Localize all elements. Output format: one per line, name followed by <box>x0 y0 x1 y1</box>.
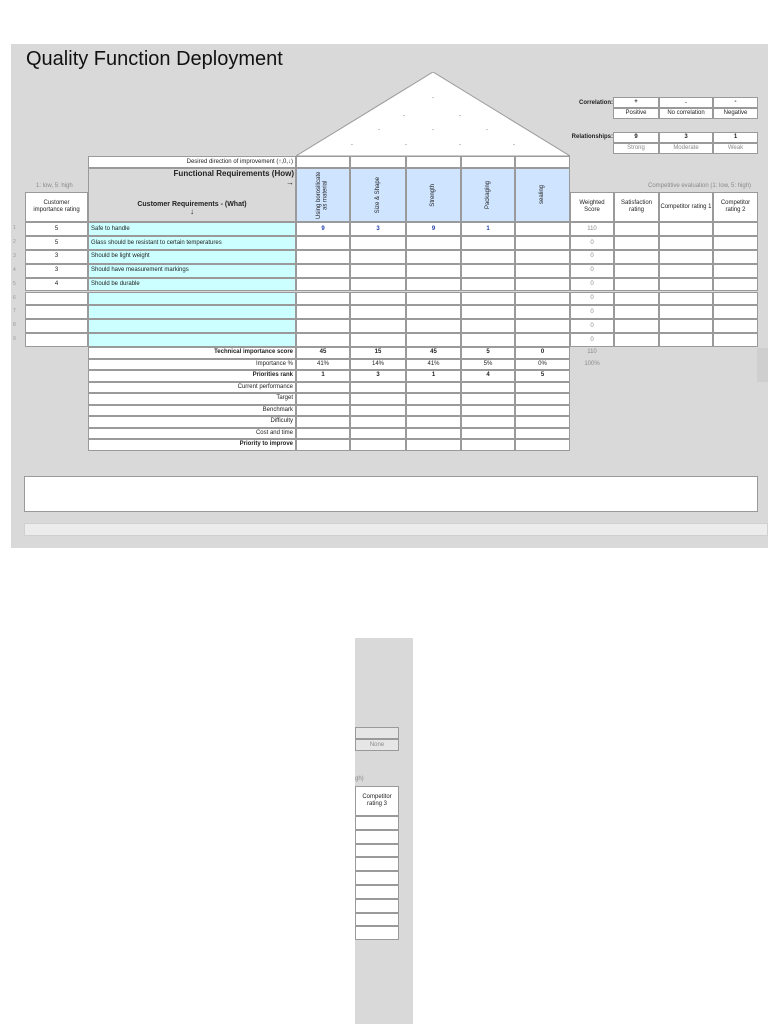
correlation-positive-name: Positive <box>613 108 659 119</box>
relationship-cell[interactable] <box>461 305 515 319</box>
bottom-row-label: Difficulty <box>88 416 296 428</box>
relationship-weak-name: Weak <box>713 143 758 154</box>
how-column-header-5[interactable] <box>515 168 570 222</box>
competitor-rating-2-cell[interactable] <box>713 319 758 333</box>
competitor-rating-1-cell[interactable] <box>659 292 713 306</box>
bottom-row-value[interactable] <box>461 439 515 451</box>
direction-cell-1[interactable] <box>296 156 350 168</box>
bottom-row-value[interactable]: 0% <box>515 359 570 371</box>
bottom-row-value[interactable] <box>515 428 570 440</box>
bottom-row-value[interactable]: 45 <box>406 347 461 359</box>
competitor-rating-3-cell[interactable] <box>355 830 399 844</box>
how-column-header-2[interactable] <box>350 168 406 222</box>
relationship-cell[interactable] <box>515 305 570 319</box>
relationship-cell[interactable] <box>296 264 350 278</box>
relationship-weak-value: 1 <box>713 132 758 143</box>
footer-bar <box>24 523 768 536</box>
customer-requirement-cell[interactable]: Glass should be resistant to certain temperatures <box>88 236 296 250</box>
row-number: 9 <box>13 336 16 343</box>
bottom-row-label: Cost and time <box>88 428 296 440</box>
competitor-rating-3-cell[interactable] <box>355 899 399 913</box>
bottom-row-value[interactable] <box>461 382 515 394</box>
relationship-cell[interactable] <box>350 250 406 264</box>
roof-correlation-dot-7[interactable]: . <box>351 140 353 147</box>
bottom-row-value[interactable] <box>406 405 461 417</box>
satisfaction-rating-cell[interactable] <box>614 319 659 333</box>
weighted-score-cell: 0 <box>570 264 614 278</box>
correlation-none-name: No correlation <box>659 108 713 119</box>
bottom-row-value[interactable] <box>296 405 350 417</box>
relationship-cell[interactable] <box>406 292 461 306</box>
bottom-row-value[interactable]: 4 <box>461 370 515 382</box>
bottom-row-value[interactable]: 41% <box>296 359 350 371</box>
competitor-rating-1-cell[interactable] <box>659 236 713 250</box>
competitor-rating-1-header: Competitor rating 1 <box>659 192 713 222</box>
competitor-rating-3-cell[interactable] <box>355 816 399 830</box>
competitor-rating-2-cell[interactable] <box>713 222 758 236</box>
bottom-row-value[interactable]: 14% <box>350 359 406 371</box>
relationship-strong-value: 9 <box>613 132 659 143</box>
relationship-cell[interactable] <box>296 250 350 264</box>
relationship-cell[interactable] <box>296 333 350 347</box>
how-column-header-1[interactable] <box>296 168 350 222</box>
relationship-moderate-value: 3 <box>659 132 713 143</box>
relationship-cell[interactable] <box>461 236 515 250</box>
weighted-score-cell: 0 <box>570 236 614 250</box>
row-number: 6 <box>13 294 16 301</box>
relationship-cell[interactable] <box>461 278 515 292</box>
bottom-row-value[interactable]: 5% <box>461 359 515 371</box>
bottom-row-value[interactable] <box>461 405 515 417</box>
bottom-row-value[interactable]: 3 <box>350 370 406 382</box>
direction-cell-2[interactable] <box>350 156 406 168</box>
relationship-cell[interactable] <box>406 305 461 319</box>
bottom-row-value[interactable] <box>350 416 406 428</box>
importance-rating-cell[interactable]: 5 <box>25 236 88 250</box>
relationship-moderate-name: Moderate <box>659 143 713 154</box>
bottom-row-extra: 110 <box>587 349 597 356</box>
row-number: 8 <box>13 322 16 329</box>
customer-requirement-cell[interactable] <box>88 292 296 306</box>
bottom-row-value[interactable] <box>461 393 515 405</box>
competitor-rating-2-cell[interactable] <box>713 292 758 306</box>
correlation-negative-name: Negative <box>713 108 758 119</box>
relationship-cell[interactable] <box>515 292 570 306</box>
competitor-rating-1-cell[interactable] <box>659 319 713 333</box>
roof-correlation-dot-3[interactable]: . <box>459 111 461 118</box>
bottom-row-value[interactable] <box>515 416 570 428</box>
roof-correlation-dot-5[interactable]: . <box>432 125 434 132</box>
customer-requirement-cell[interactable]: Safe to handle <box>88 222 296 236</box>
bottom-row-label: Priority to improve <box>88 439 296 451</box>
row-number: 2 <box>13 238 16 245</box>
satisfaction-rating-cell[interactable] <box>614 264 659 278</box>
relationship-cell[interactable] <box>461 319 515 333</box>
relationship-cell[interactable] <box>515 250 570 264</box>
relationship-cell[interactable] <box>406 250 461 264</box>
relationship-cell[interactable] <box>461 292 515 306</box>
roof-correlation-dot-9[interactable]: . <box>459 140 461 147</box>
how-column-label-2: Size & Shape <box>374 176 381 214</box>
bottom-row-value[interactable] <box>350 405 406 417</box>
relationship-cell[interactable] <box>350 319 406 333</box>
roof-correlation-dot-8[interactable]: . <box>405 140 407 147</box>
competitor-rating-3-cell[interactable] <box>355 885 399 899</box>
relationship-cell[interactable] <box>350 292 406 306</box>
relationships-label: Relationships: <box>571 134 613 140</box>
page2-empty-cell <box>355 727 399 739</box>
correlation-none-symbol: . <box>659 97 713 108</box>
correlation-positive-symbol: + <box>613 97 659 108</box>
competitor-rating-3-header: Competitor rating 3 <box>355 786 399 816</box>
satisfaction-rating-cell[interactable] <box>614 236 659 250</box>
satisfaction-rating-cell[interactable] <box>614 250 659 264</box>
relationship-cell[interactable] <box>406 236 461 250</box>
house-roof <box>296 72 570 158</box>
how-column-label-5: sealing <box>539 185 546 205</box>
relationship-cell[interactable] <box>461 333 515 347</box>
weighted-score-cell: 0 <box>570 305 614 319</box>
importance-rating-cell[interactable] <box>25 305 88 319</box>
bottom-row-value[interactable] <box>350 439 406 451</box>
how-column-header-3[interactable] <box>406 168 461 222</box>
bottom-row-value[interactable] <box>296 382 350 394</box>
relationship-cell[interactable] <box>406 333 461 347</box>
bottom-row-value[interactable] <box>515 405 570 417</box>
weighted-score-cell: 0 <box>570 333 614 347</box>
relationship-cell[interactable]: 1 <box>461 222 515 236</box>
roof-correlation-dot-4[interactable]: . <box>378 125 380 132</box>
bottom-row-value[interactable] <box>406 439 461 451</box>
relationship-cell[interactable] <box>350 305 406 319</box>
bottom-row-label: Target <box>88 393 296 405</box>
customer-requirements-header <box>88 198 296 220</box>
how-column-label-4: Packaging <box>484 180 491 210</box>
relationship-cell[interactable] <box>515 278 570 292</box>
relationship-cell[interactable] <box>296 319 350 333</box>
page-title: Quality Function Deployment <box>26 48 283 70</box>
customer-requirement-cell[interactable] <box>88 319 296 333</box>
roof-correlation-dot-1[interactable]: . <box>432 93 434 100</box>
satisfaction-rating-cell[interactable] <box>614 278 659 292</box>
importance-rating-cell[interactable]: 5 <box>25 222 88 236</box>
bottom-row-value[interactable] <box>406 416 461 428</box>
competitor-rating-3-cell[interactable] <box>355 857 399 871</box>
relationship-cell[interactable]: 9 <box>406 222 461 236</box>
relationship-cell[interactable] <box>406 278 461 292</box>
satisfaction-rating-cell[interactable] <box>614 222 659 236</box>
scroll-strip <box>757 348 768 382</box>
competitor-rating-2-cell[interactable] <box>713 278 758 292</box>
importance-scale-label: 1: low, 5: high <box>36 183 73 189</box>
desired-direction-label: Desired direction of improvement (↑,0,↓) <box>88 156 296 168</box>
competitor-rating-2-cell[interactable] <box>713 305 758 319</box>
bottom-row-label: Current performance <box>88 382 296 394</box>
relationship-cell[interactable] <box>515 333 570 347</box>
relationship-cell[interactable]: 3 <box>350 222 406 236</box>
competitor-rating-2-cell[interactable] <box>713 250 758 264</box>
bottom-row-value[interactable] <box>515 393 570 405</box>
importance-rating-cell[interactable]: 4 <box>25 278 88 292</box>
competitor-rating-2-cell[interactable] <box>713 236 758 250</box>
how-column-label-1: Using borosilicate as material <box>316 171 329 219</box>
relationship-cell[interactable] <box>461 250 515 264</box>
bottom-row-value[interactable] <box>296 416 350 428</box>
roof-correlation-dot-6[interactable]: . <box>486 125 488 132</box>
customer-requirement-cell[interactable]: Should have measurement markings <box>88 264 296 278</box>
direction-cell-3[interactable] <box>406 156 461 168</box>
row-number: 1 <box>13 225 16 231</box>
bottom-row-value[interactable] <box>350 428 406 440</box>
competitive-evaluation-label: Competitive evaluation (1: low, 5: high) <box>648 183 752 189</box>
relationship-cell[interactable] <box>515 236 570 250</box>
relationship-cell[interactable] <box>296 278 350 292</box>
functional-requirements-label: Functional Requirements (How) <box>173 169 294 179</box>
bottom-row-label: Technical importance score <box>88 347 296 359</box>
importance-rating-cell[interactable] <box>25 292 88 306</box>
direction-cell-5[interactable] <box>515 156 570 168</box>
bottom-row-value[interactable]: 1 <box>406 370 461 382</box>
roof-correlation-dot-10[interactable]: . <box>513 140 515 147</box>
bottom-row-value[interactable]: 15 <box>350 347 406 359</box>
competitor-rating-1-cell[interactable] <box>659 333 713 347</box>
competitor-rating-1-cell[interactable] <box>659 250 713 264</box>
weighted-score-cell: 0 <box>570 319 614 333</box>
relationship-cell[interactable] <box>350 278 406 292</box>
bottom-row-value[interactable] <box>350 382 406 394</box>
competitor-rating-3-cell[interactable] <box>355 926 399 940</box>
relationship-cell[interactable] <box>515 264 570 278</box>
customer-requirements-label: Customer Requirements - (What) <box>137 200 247 208</box>
bottom-row-value[interactable]: 5 <box>515 370 570 382</box>
customer-requirement-cell[interactable]: Should be durable <box>88 278 296 292</box>
row-number: 3 <box>13 252 16 259</box>
competitor-rating-2-header: Competitor rating 2 <box>713 192 758 222</box>
how-column-header-4[interactable] <box>461 168 515 222</box>
direction-cell-4[interactable] <box>461 156 515 168</box>
page2-label-fragment: gh) <box>355 776 364 782</box>
customer-requirement-cell[interactable]: Should be light weight <box>88 250 296 264</box>
competitor-rating-1-cell[interactable] <box>659 305 713 319</box>
bottom-row-value[interactable]: 0 <box>515 347 570 359</box>
weighted-score-cell: 0 <box>570 292 614 306</box>
bottom-row-value[interactable]: 1 <box>296 370 350 382</box>
competitor-rating-2-cell[interactable] <box>713 333 758 347</box>
competitor-rating-1-cell[interactable] <box>659 222 713 236</box>
competitor-rating-1-cell[interactable] <box>659 264 713 278</box>
roof-correlation-dot-2[interactable]: . <box>403 111 405 118</box>
bottom-row-label: Importance % <box>88 359 296 371</box>
down-arrow-icon: ↓ <box>190 207 194 217</box>
relationship-cell[interactable] <box>350 264 406 278</box>
bottom-row-value[interactable] <box>406 393 461 405</box>
customer-importance-header: Customer importance rating <box>25 192 88 222</box>
bottom-row-value[interactable]: 5 <box>461 347 515 359</box>
importance-rating-cell[interactable] <box>25 333 88 347</box>
weighted-score-cell: 110 <box>570 222 614 236</box>
bottom-row-extra: 100% <box>584 360 600 367</box>
customer-requirement-cell[interactable] <box>88 333 296 347</box>
notes-box[interactable] <box>24 476 758 512</box>
competitor-rating-1-cell[interactable] <box>659 278 713 292</box>
relationship-cell[interactable] <box>406 264 461 278</box>
bottom-row-value[interactable] <box>406 382 461 394</box>
bottom-row-value[interactable] <box>461 428 515 440</box>
bottom-row-value[interactable] <box>296 439 350 451</box>
row-number: 7 <box>13 308 16 315</box>
importance-rating-cell[interactable]: 3 <box>25 250 88 264</box>
satisfaction-rating-cell[interactable] <box>614 292 659 306</box>
relationship-strong-name: Strong <box>613 143 659 154</box>
bottom-row-label: Priorities rank <box>88 370 296 382</box>
how-column-label-3: Strength <box>430 183 437 207</box>
competitor-rating-3-cell[interactable] <box>355 913 399 927</box>
competitor-rating-2-cell[interactable] <box>713 264 758 278</box>
page2-none-label: None <box>355 739 399 751</box>
bottom-row-value[interactable] <box>350 393 406 405</box>
satisfaction-rating-cell[interactable] <box>614 333 659 347</box>
correlation-label: Correlation: <box>578 100 613 106</box>
satisfaction-rating-cell[interactable] <box>614 305 659 319</box>
importance-rating-cell[interactable]: 3 <box>25 264 88 278</box>
bottom-row-value[interactable] <box>515 439 570 451</box>
relationship-cell[interactable] <box>515 222 570 236</box>
bottom-row-value[interactable] <box>515 382 570 394</box>
relationship-cell[interactable] <box>406 319 461 333</box>
weighted-score-cell: 0 <box>570 250 614 264</box>
relationship-cell[interactable] <box>350 236 406 250</box>
relationship-cell[interactable] <box>350 333 406 347</box>
bottom-row-value[interactable] <box>296 428 350 440</box>
weighted-score-header: Weighted Score <box>570 192 614 222</box>
correlation-negative-symbol: - <box>713 97 758 108</box>
bottom-row-value[interactable]: 41% <box>406 359 461 371</box>
weighted-score-cell: 0 <box>570 278 614 292</box>
bottom-row-value[interactable]: 45 <box>296 347 350 359</box>
satisfaction-rating-header: Satisfaction rating <box>614 192 659 222</box>
competitor-rating-3-cell[interactable] <box>355 871 399 885</box>
relationship-cell[interactable] <box>296 236 350 250</box>
bottom-row-value[interactable] <box>406 428 461 440</box>
bottom-row-value[interactable] <box>296 393 350 405</box>
customer-requirement-cell[interactable] <box>88 305 296 319</box>
competitor-rating-3-cell[interactable] <box>355 844 399 858</box>
relationship-cell[interactable]: 9 <box>296 222 350 236</box>
row-number: 4 <box>13 266 16 273</box>
bottom-row-value[interactable] <box>461 416 515 428</box>
row-number: 5 <box>13 280 16 287</box>
bottom-row-label: Benchmark <box>88 405 296 417</box>
relationship-cell[interactable] <box>515 319 570 333</box>
importance-rating-cell[interactable] <box>25 319 88 333</box>
right-arrow-icon: → <box>286 178 294 187</box>
relationship-cell[interactable] <box>461 264 515 278</box>
relationship-cell[interactable] <box>296 305 350 319</box>
relationship-cell[interactable] <box>296 292 350 306</box>
